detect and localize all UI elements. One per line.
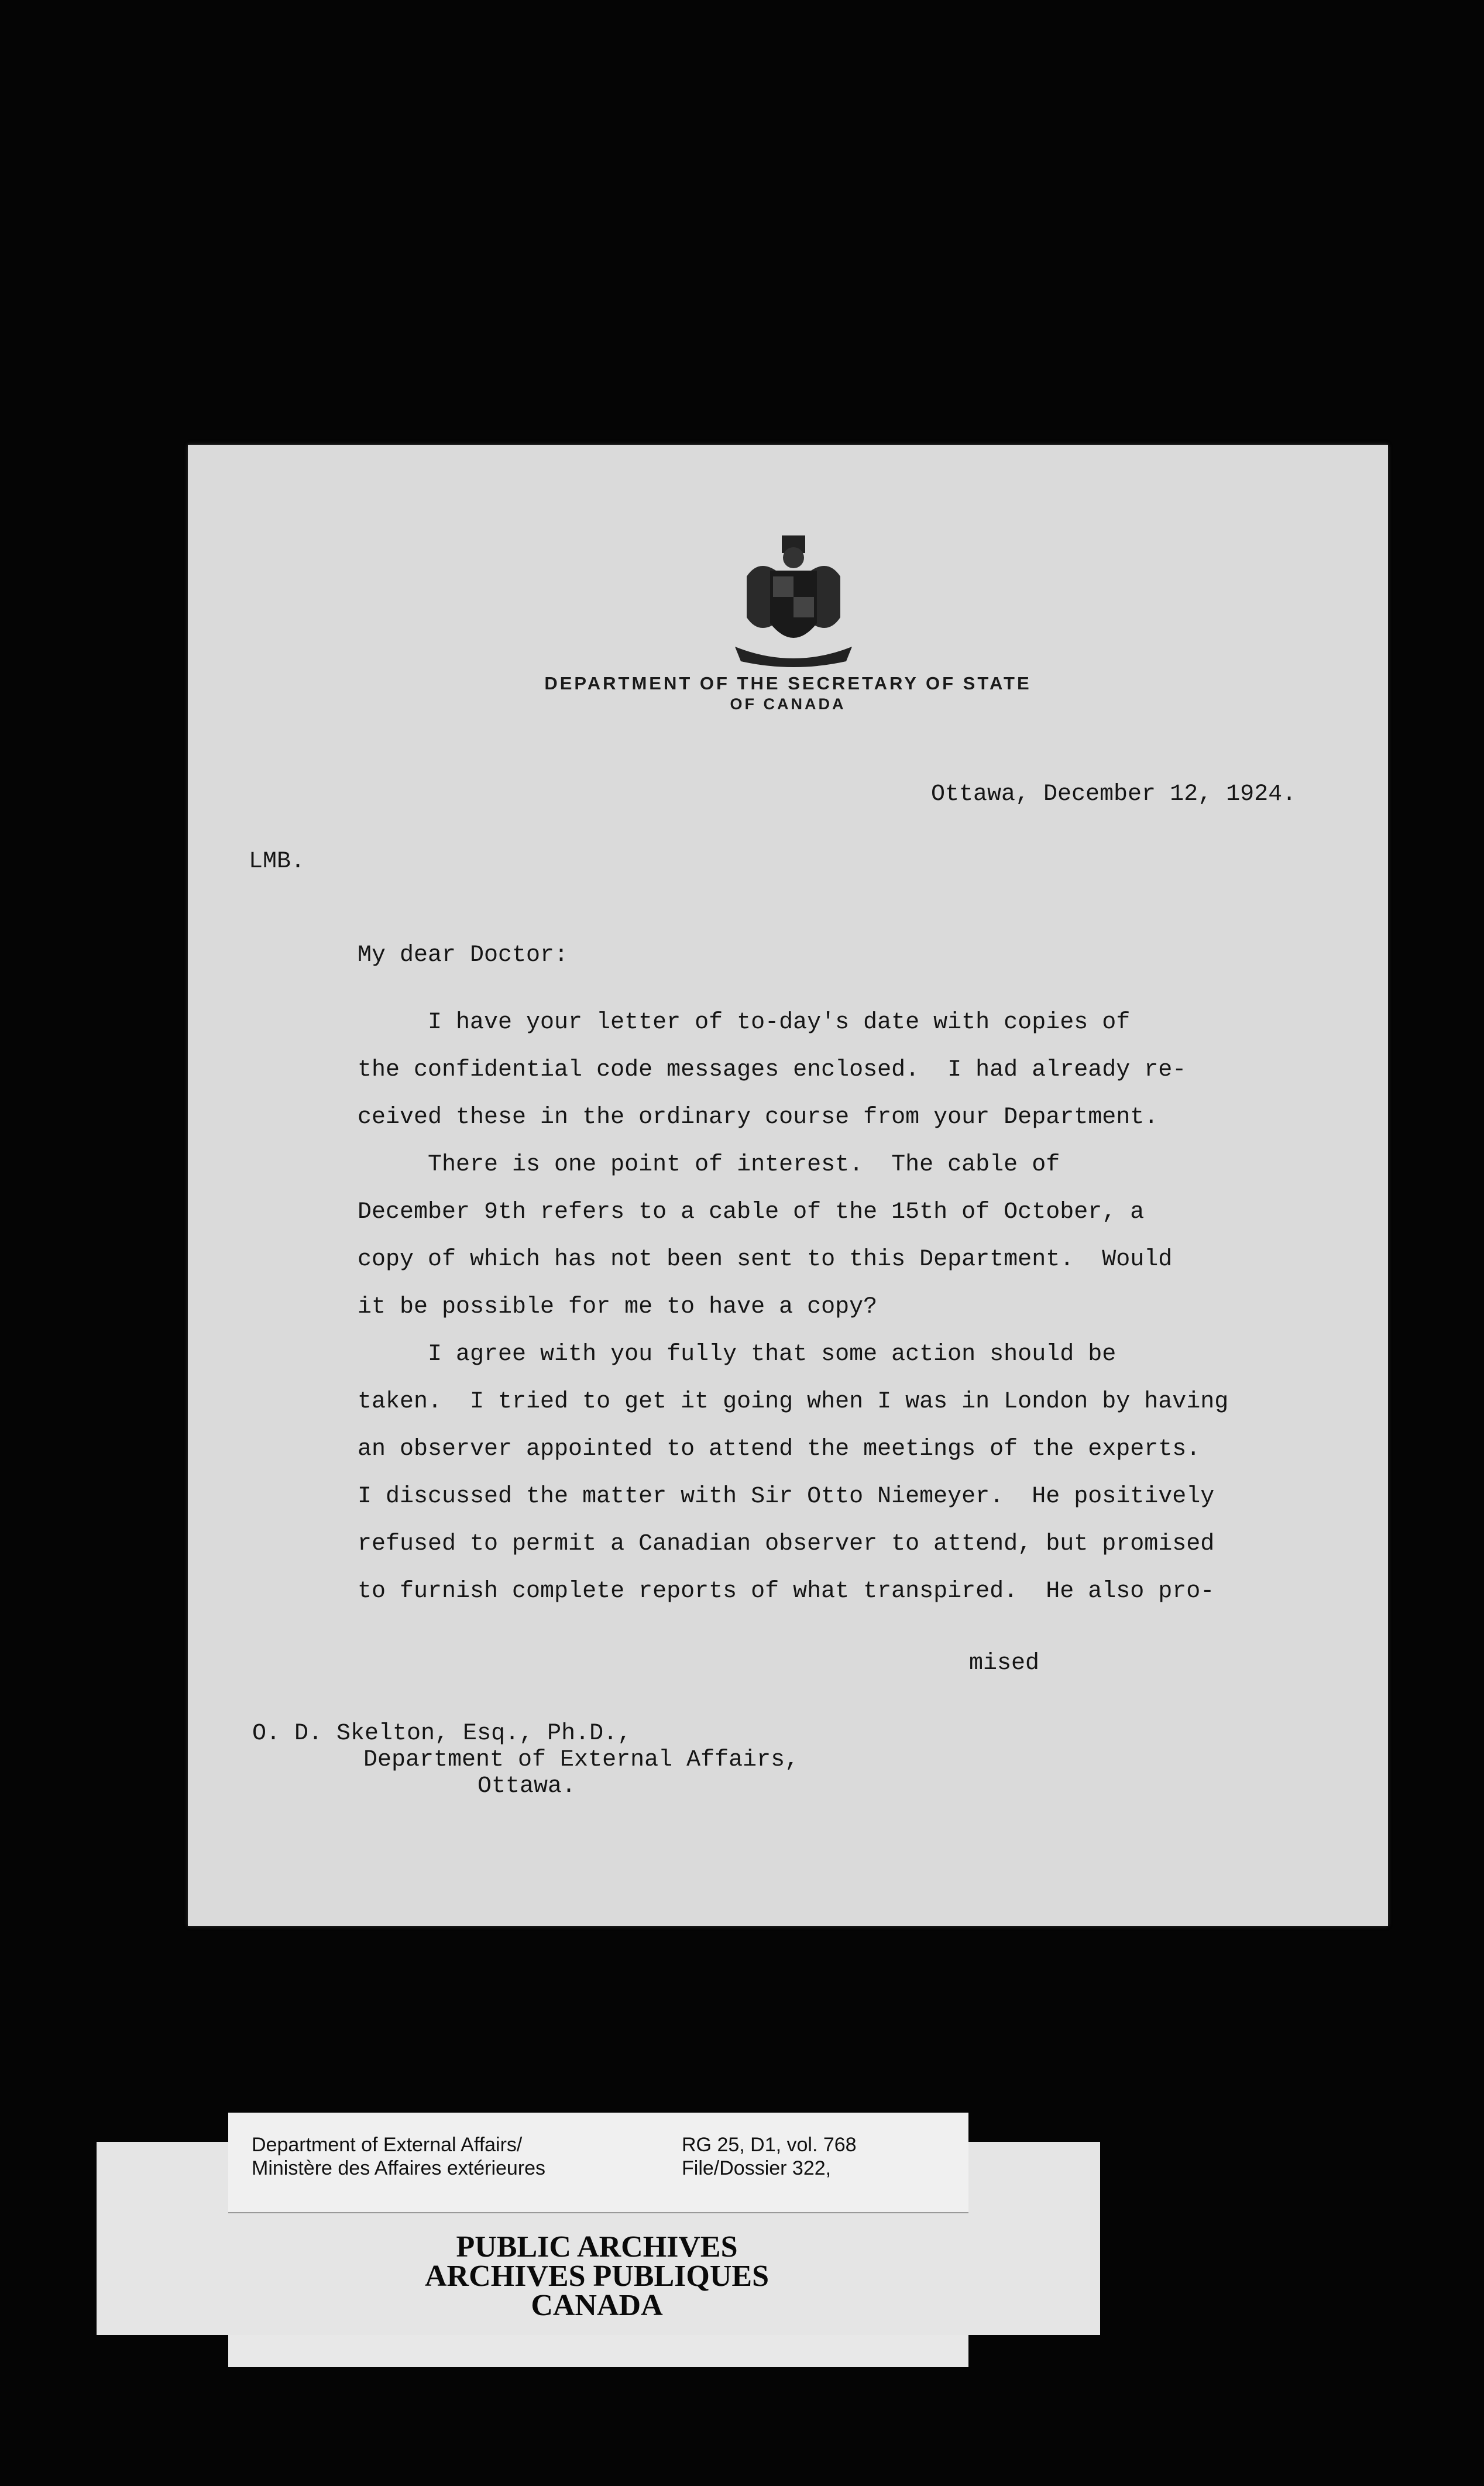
- addressee-name: O. D. Skelton, Esq., Ph.D.,: [252, 1721, 632, 1747]
- archive-file-number: File/Dossier 322,: [682, 2157, 832, 2179]
- body-line: an observer appointed to attend the meetings of the experts.: [358, 1436, 1201, 1462]
- archive-reference: RG 25, D1, vol. 768: [682, 2134, 857, 2156]
- department-subheading: OF CANADA: [730, 695, 846, 713]
- archive-dept-english: Department of External Affairs/: [252, 2134, 523, 2156]
- department-heading: DEPARTMENT OF THE SECRETARY OF STATE: [544, 673, 1032, 693]
- archives-line-french: ARCHIVES PUBLIQUES: [424, 2260, 770, 2293]
- body-line: it be possible for me to have a copy?: [358, 1294, 878, 1320]
- body-line: I discussed the matter with Sir Otto Niemeyer. He positively: [358, 1484, 1215, 1510]
- coat-of-arms-crest: [723, 535, 864, 670]
- archive-dept-french: Ministère des Affaires extérieures: [252, 2157, 546, 2179]
- continuation-word: mised: [969, 1650, 1040, 1677]
- body-line: ceived these in the ordinary course from your Department.: [358, 1104, 1159, 1131]
- archive-reference-tab: [228, 2113, 968, 2213]
- archive-label-bottom: [228, 2335, 968, 2367]
- addressee-department: Department of External Affairs,: [363, 1747, 799, 1773]
- body-line: I agree with you fully that some action should be: [358, 1341, 1117, 1368]
- letter-page: [188, 445, 1388, 1926]
- body-line: refused to permit a Canadian observer to attend, but promised: [358, 1531, 1215, 1557]
- body-line: taken. I tried to get it going when I was in London by having: [358, 1389, 1229, 1415]
- body-line: to furnish complete reports of what transpired. He also pro-: [358, 1578, 1215, 1605]
- letter-date: Ottawa, December 12, 1924.: [931, 781, 1297, 808]
- archives-line-english: PUBLIC ARCHIVES: [456, 2230, 738, 2264]
- body-line: the confidential code messages enclosed. I had already re-: [358, 1057, 1187, 1083]
- body-line: There is one point of interest. The cable of: [358, 1152, 1060, 1178]
- body-line: copy of which has not been sent to this Department. Would: [358, 1247, 1173, 1273]
- body-line: I have your letter of to-day's date with copies of: [358, 1009, 1131, 1036]
- salutation: My dear Doctor:: [358, 942, 569, 969]
- addressee-city: Ottawa.: [478, 1773, 576, 1800]
- body-line: December 9th refers to a cable of the 15th of October, a: [358, 1199, 1145, 1225]
- archives-stamp: [246, 2230, 948, 2322]
- reference-initials: LMB.: [249, 849, 305, 875]
- archives-line-country: CANADA: [531, 2289, 663, 2322]
